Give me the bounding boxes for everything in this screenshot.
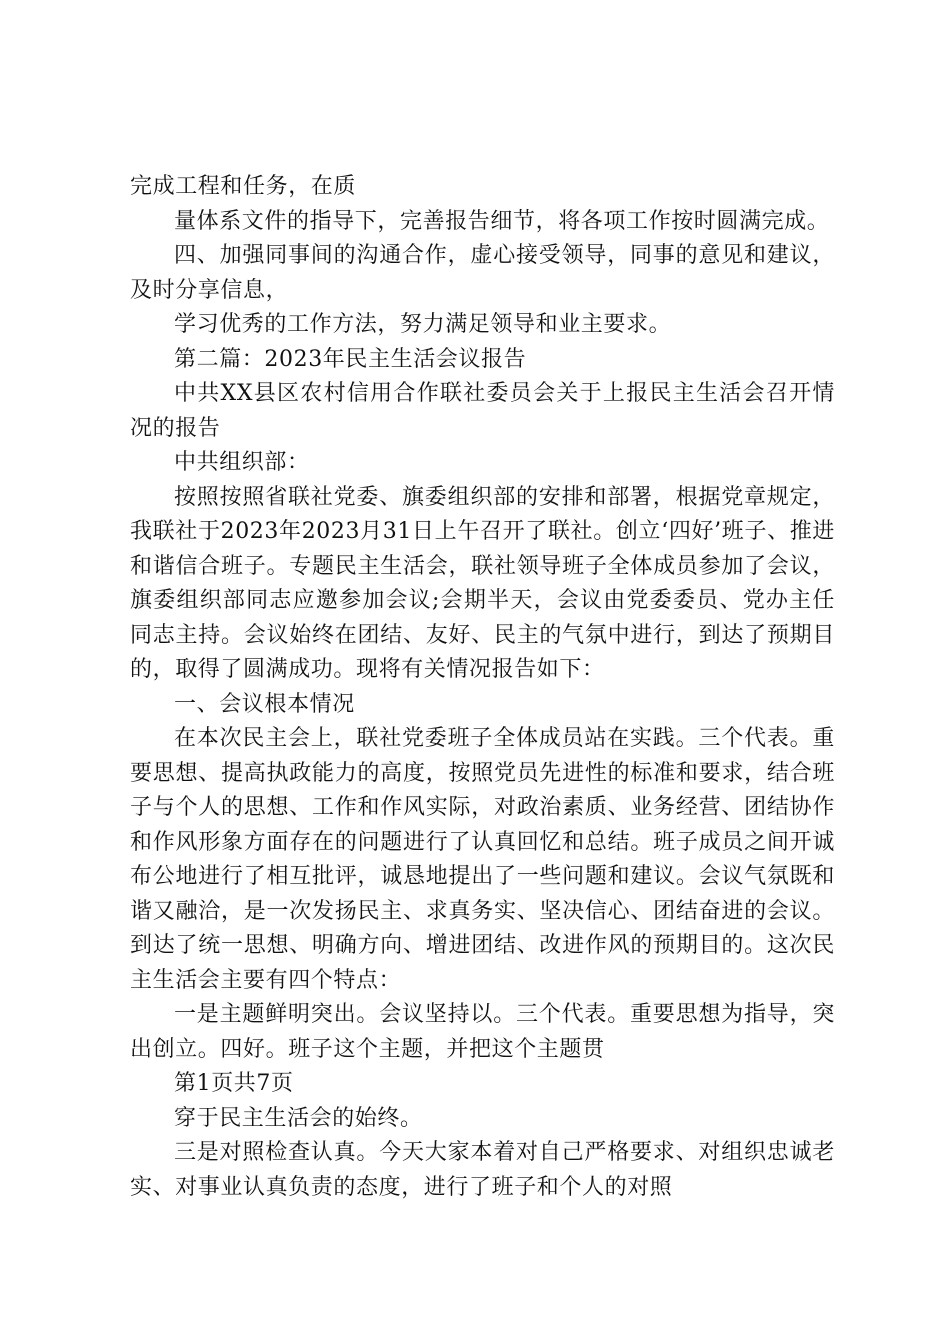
paragraph-4: 学习优秀的工作方法，努力满足领导和业主要求。 — [174, 312, 672, 337]
paragraph-meeting: 在本次民主会上，联社党委班子全体成员站在实践。三个代表。重要思想、提高执政能力的高度，按照党员先进性的标准和要求，结合班子与个人的思想、工作和作风实际，对政治素质、业务经营、团结协作和作风形象方面存在的问题进行了认真回忆和总结。班子成员之间开诚布公地进行了相互批评，诚恳地提出了一些问题和建议。会议气氛既和谐又融洽，是一次发扬民主、求真务实、坚决信心、团结奋进的会议。到达了统一思想、明确方向、增进团结、改进作风的预期目的。这次民主生活会主要有四个特点： — [130, 726, 835, 993]
page-number: 第1页共7页 — [174, 1071, 294, 1096]
paragraph-1: 完成工程和任务，在质 — [130, 174, 357, 199]
paragraph-continuation: 穿于民主生活会的始终。 — [174, 1105, 423, 1131]
paragraph-feature-3: 三是对照检查认真。今天大家本着对自己严格要求、对组织忠诚老实、对事业认真负责的态度，进行了班子和个人的对照 — [130, 1140, 835, 1200]
subheading-basic-situation: 一、会议根本情况 — [174, 691, 355, 717]
section-title: 第二篇：2023年民主生活会议报告 — [174, 346, 527, 372]
salutation: 中共组织部： — [174, 450, 310, 475]
paragraph-3: 四、加强同事间的沟通合作，虚心接受领导，同事的意见和建议，及时分享信息， — [130, 243, 835, 303]
paragraph-intro: 按照按照省联社党委、旗委组织部的安排和部署，根据党章规定，我联社于2023年2023月31日上午召开了联社。创立‘四好’班子、推进和谐信合班子。专题民主生活会，联社领导班子全体成员参加了会议，旗委组织部同志应邀参加会议;会期半天，会议由党委委员、党办主任同志主持。会议始终在团结、友好、民主的气氛中进行，到达了预期目的，取得了圆满成功。现将有关情况报告如下： — [130, 484, 835, 682]
paragraph-feature-1: 一是主题鲜明突出。会议坚持以。三个代表。重要思想为指导，突出创立。四好。班子这个主题，并把这个主题贯 — [130, 1002, 835, 1062]
report-title: 中共XX县区农村信用合作联社委员会关于上报民主生活会召开情况的报告 — [130, 381, 835, 441]
body-text — [130, 170, 835, 1205]
paragraph-2: 量体系文件的指导下，完善报告细节，将各项工作按时圆满完成。 — [174, 208, 830, 234]
